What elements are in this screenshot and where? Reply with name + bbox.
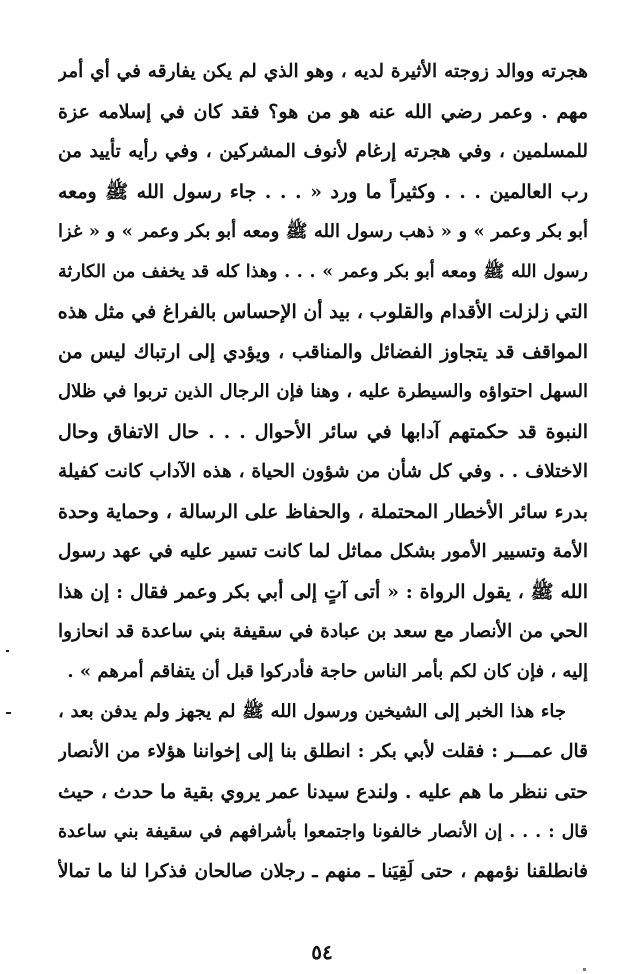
- text-line: الحي من الأنصار مع سعد بن عبادة في سقيفة بني ساعدة قد انحازوا: [58, 621, 588, 642]
- text-line: السهل احتواؤه والسيطرة عليه ، وهنا فإن الرجال الذين تربوا في ظلال: [58, 381, 588, 402]
- text-line: النبوة قد حكمتهم آدابها في سائر الأحوال . . . حال الاتفاق وحال: [58, 421, 588, 443]
- text-line: قال عمـــر : فقلت لأبي بكر : انطلق بنا إلى إخواننا هؤلاء من الأنصار: [58, 741, 588, 762]
- text-line: رب العالمين . . . وكثيراً ما ورد « . . . جاء رسول الله ﷺ ومعه: [58, 181, 588, 203]
- text-line: أبو بكر وعمر » و « ذهب رسول الله ﷺ ومعه أبو بكر وعمر » و « غزا: [58, 221, 588, 242]
- scan-speck: [6, 712, 11, 714]
- body-text: [58, 52, 588, 892]
- scan-speck: [6, 650, 9, 652]
- text-line: فانطلقنا نؤمهم ، حتى لَقِيَنا ـ منهم ـ رجلان صالحان فذكرا لنا ما تمالأ: [58, 861, 588, 882]
- text-line: للمسلمين ، وفي هجرته إرغام لأنوف المشركين ، وفي رأيه تأييد من: [58, 141, 588, 162]
- text-line: الاختلاف . . وفي كل شأن من شؤون الحياة ، هذه الآداب كانت كفيلة: [58, 461, 588, 482]
- text-line: جاء هذا الخبر إلى الشيخين ورسول الله ﷺ لم يجهز ولم يدفن بعد ،: [58, 701, 566, 722]
- text-line: التي زلزلت الأقدام والقلوب ، بيد أن الإحساس بالفراغ في مثل هذه: [58, 301, 588, 323]
- text-line: المواقف قد يتجاوز الفضائل والمناقب ، ويؤدي إلى ارتباك ليس من: [58, 341, 588, 363]
- scan-speck: [583, 968, 586, 971]
- text-line: مهم . وعمر رضي الله عنه هو من هو؟ فقد كان في إسلامه عزة: [58, 101, 588, 123]
- text-line: قال : . . . إن الأنصار خالفونا واجتمعوا بأشرافهم في سقيفة بني ساعدة: [58, 822, 588, 842]
- page-number: ٥٤: [311, 940, 333, 964]
- text-line: الأمة وتسيير الأمور بشكل مماثل لما كانت تسير عليه في عهد رسول: [58, 541, 588, 562]
- text-line: رسول الله ﷺ ومعه أبو بكر وعمر » . . . وهذا كله قد يخفف من الكارثة: [58, 262, 588, 282]
- text-line: الله ﷺ ، يقول الرواة : « أتى آتٍ إلى أبي بكر وعمر فقال : إن هذا: [58, 581, 588, 603]
- text-line: حتى ننظر ما هم عليه . ولندع سيدنا عمر يروي بقية ما حدث ، حيث: [58, 781, 588, 803]
- text-line: هجرته ووالد زوجته الأثيرة لديه ، وهو الذي لم يكن يفارقه في أي أمر: [58, 61, 588, 82]
- text-line: بدرء سائر الأخطار المحتملة ، والحفاظ على الرسالة ، وحماية وحدة: [58, 501, 588, 523]
- text-line: إليه ، فإن كان لكم بأمر الناس حاجة فأدركوا قبل أن يتفاقم أمرهم » .: [67, 661, 588, 682]
